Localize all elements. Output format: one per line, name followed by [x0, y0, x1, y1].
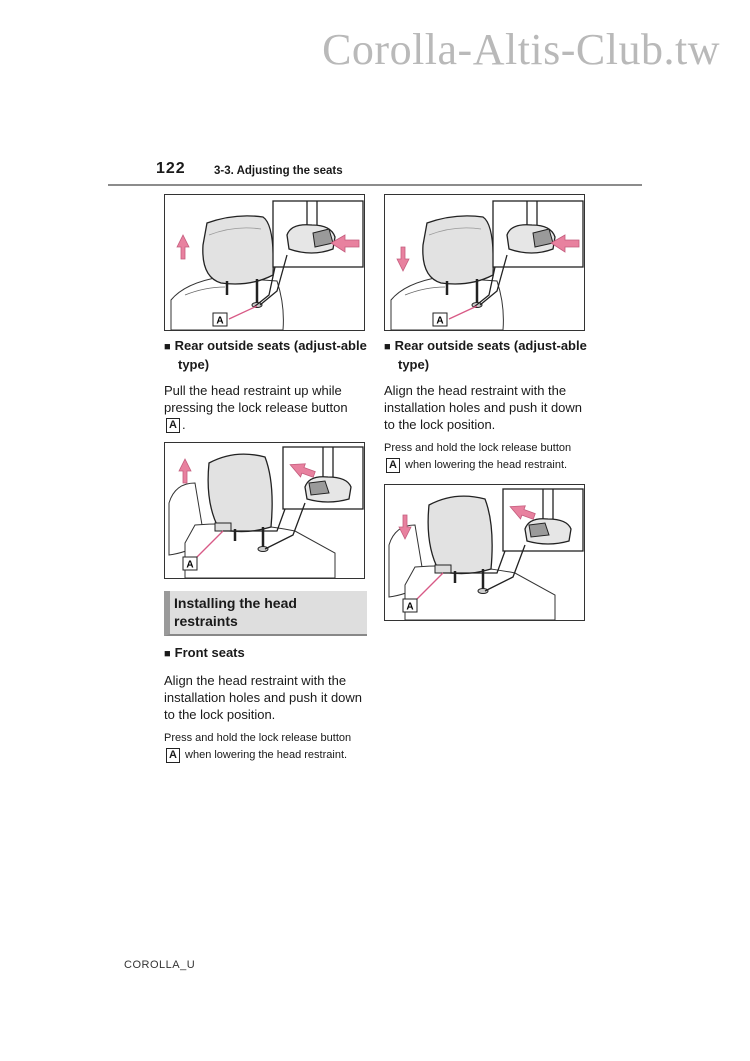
figure-rear-seat-raise-2 — [164, 442, 365, 579]
figure-rear-seat-raise — [164, 194, 365, 331]
bullet-square: ■ — [164, 648, 171, 661]
bullet-square: ■ — [384, 341, 391, 353]
page-number: 122 — [156, 160, 186, 177]
bullet-square: ■ — [164, 341, 171, 353]
figure-rear-seat-lower-2 — [384, 484, 585, 621]
figure-label-a: A — [436, 315, 444, 327]
subhead-front-seats: ■ Front seats — [164, 645, 245, 661]
instruction-install-rear: Align the head restraint with the installation holes and push it down to the lock position. — [384, 383, 583, 432]
right-column — [384, 194, 589, 621]
head-restraint-raise-illustration-2 — [165, 443, 365, 579]
instruction-raise: Pull the head restraint up while pressing the lock release button A . — [164, 383, 348, 432]
note-lock-release-rear: Press and hold the lock release button A when lowering the head restraint. — [384, 442, 572, 471]
key-box-a: A — [166, 418, 180, 433]
subhead-rear-outside-seats: ■ Rear outside seats (adjust-able type) — [164, 338, 367, 372]
head-restraint-lower-illustration — [385, 195, 585, 331]
page-header — [108, 158, 642, 186]
head-restraint-raise-illustration — [165, 195, 365, 331]
figure-label-a: A — [216, 315, 224, 327]
figure-label-a: A — [406, 601, 414, 613]
instruction-install-front: Align the head restraint with the installation holes and push it down to the lock position. — [164, 673, 363, 723]
key-box-a: A — [166, 748, 180, 763]
subhead-rear-outside-seats: ■ Rear outside seats (adjust-able type) — [384, 338, 587, 372]
section-banner-installing: Installing the head restraints — [164, 591, 367, 636]
note-lock-release-front: Press and hold the lock release button A when lowering the head restraint. — [164, 732, 352, 762]
figure-label-a: A — [186, 559, 194, 571]
left-column — [164, 194, 369, 764]
footer-model-code: COROLLA_U — [124, 959, 196, 971]
head-restraint-lower-illustration-2 — [385, 485, 585, 621]
key-box-a: A — [386, 458, 400, 473]
section-title: 3-3. Adjusting the seats — [214, 165, 343, 177]
figure-rear-seat-lower — [384, 194, 585, 331]
header-rule — [108, 184, 642, 186]
watermark: Corolla-Altis-Club.tw — [322, 25, 720, 74]
